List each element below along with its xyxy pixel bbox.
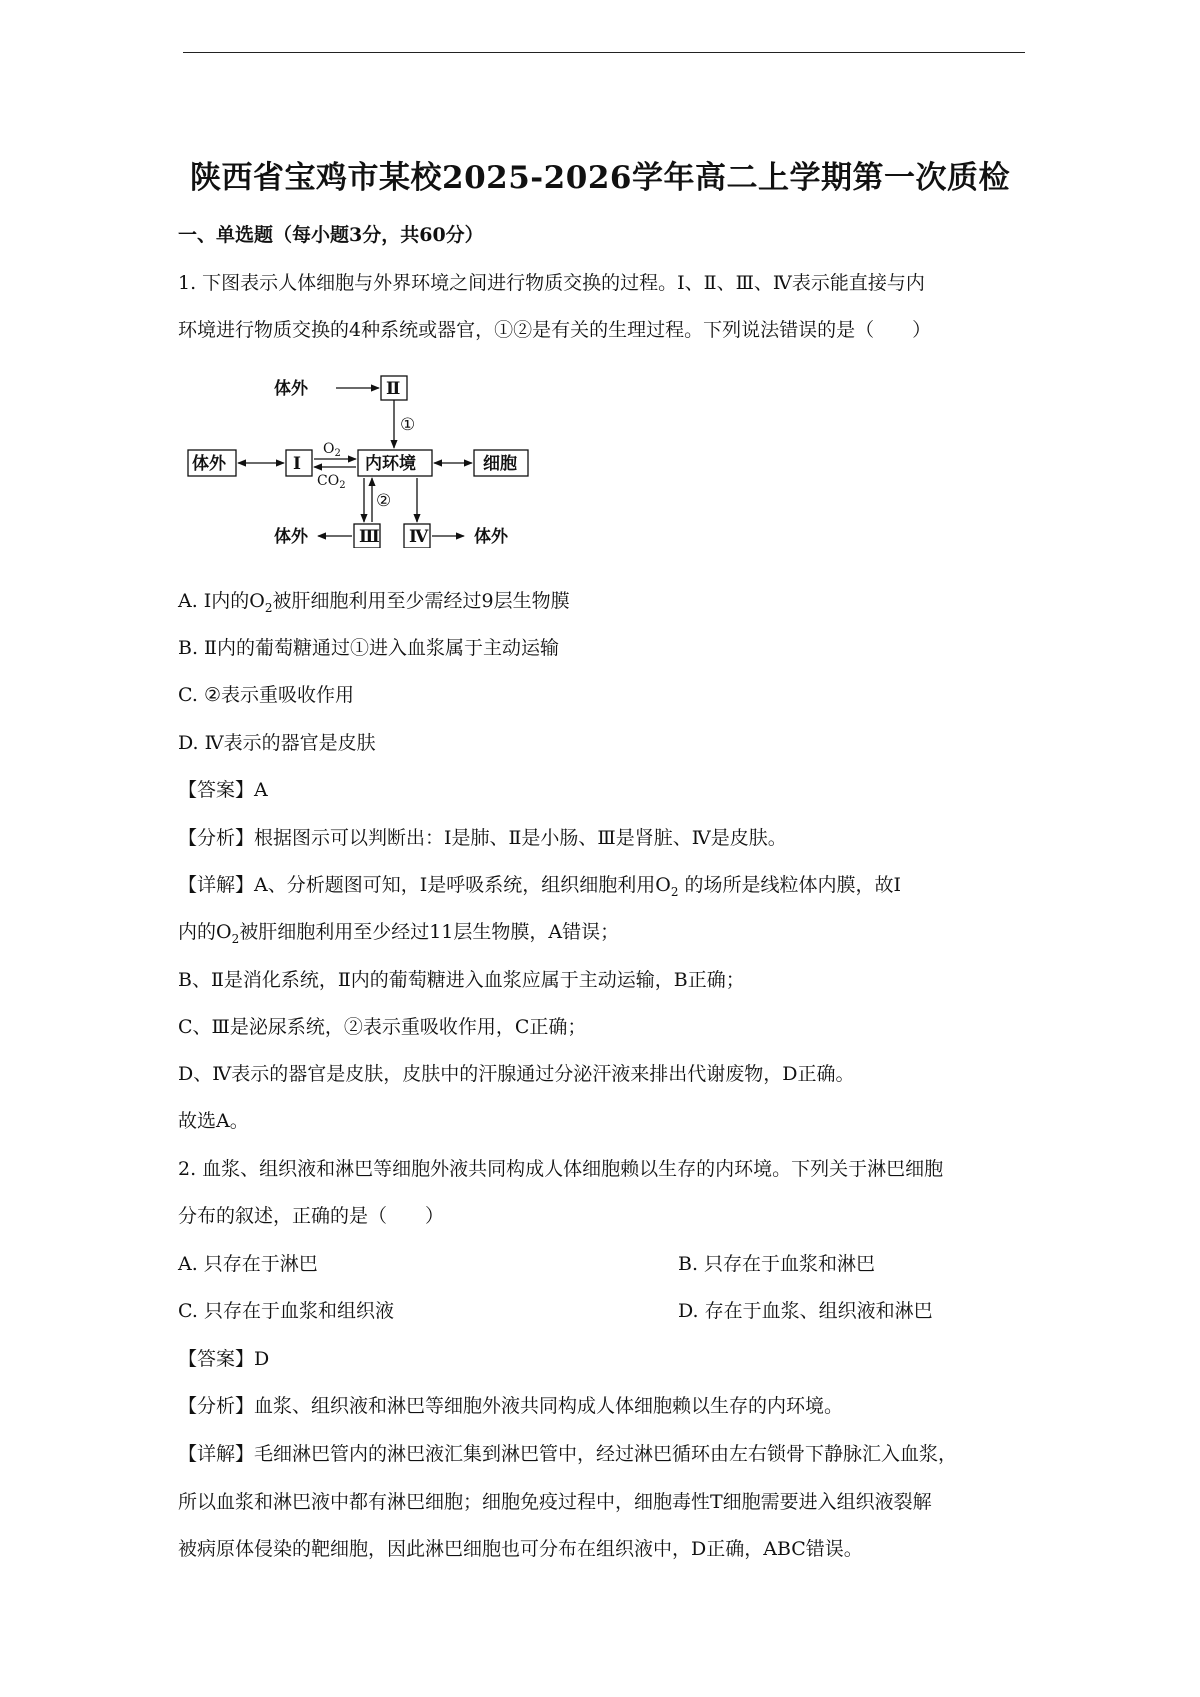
- label-IV: Ⅳ: [409, 527, 429, 547]
- label-outside-bottom-left: 体外: [274, 527, 308, 547]
- q1-option-b: B. Ⅱ内的葡萄糖通过①进入血浆属于主动运输: [178, 637, 559, 659]
- page-title: 陕西省宝鸡市某校2025-2026学年高二上学期第一次质检: [190, 160, 1010, 196]
- label-internal-env: 内环境: [365, 454, 416, 474]
- q2-option-c: C. 只存在于血浆和组织液: [178, 1300, 394, 1322]
- q1-option-a: A. Ⅰ内的$O_2$被肝细胞利用至少需经过9层生物膜: [178, 590, 570, 615]
- q1-option-d: D. Ⅳ表示的器官是皮肤: [178, 732, 376, 754]
- q2-stem-line2: 分布的叙述，正确的是（ ）: [178, 1205, 445, 1227]
- q2-detail-line1: 【详解】毛细淋巴管内的淋巴液汇集到淋巴管中，经过淋巴循环由左右锁骨下静脉汇入血浆，: [178, 1443, 958, 1465]
- q2-option-b: B. 只存在于血浆和淋巴: [678, 1253, 876, 1275]
- label-process2: ②: [376, 491, 392, 511]
- q1-conclusion: 故选A。: [178, 1110, 249, 1132]
- label-outside-top: 体外: [274, 379, 308, 399]
- q1-detail-line5: D、Ⅳ表示的器官是皮肤，皮肤中的汗腺通过分泌汗液来排出代谢废物，D正确。: [178, 1063, 855, 1085]
- header-rule: [183, 52, 1025, 53]
- label-I: Ⅰ: [293, 454, 301, 474]
- q1-detail-line1: 【详解】A、分析题图可知，Ⅰ是呼吸系统，组织细胞利用$O_2$ 的场所是线粒体内膜，故Ⅰ: [178, 874, 901, 899]
- q1-detail-line2: 内的$O_2$被肝细胞利用至少经过11层生物膜，A错误；: [178, 921, 620, 946]
- q2-stem-line1: 2. 血浆、组织液和淋巴等细胞外液共同构成人体细胞赖以生存的内环境。下列关于淋巴细胞: [178, 1158, 944, 1180]
- q2-analysis: 【分析】血浆、组织液和淋巴等细胞外液共同构成人体细胞赖以生存的内环境。: [178, 1395, 844, 1417]
- q2-answer: 【答案】D: [178, 1348, 270, 1370]
- q2-detail-line2: 所以血浆和淋巴液中都有淋巴细胞；细胞免疫过程中，细胞毒性T细胞需要进入组织液裂解: [178, 1491, 932, 1513]
- q1-detail-line3: B、Ⅱ是消化系统，Ⅱ内的葡萄糖进入血浆应属于主动运输，B正确；: [178, 969, 745, 991]
- q1-stem-line1: 1. 下图表示人体细胞与外界环境之间进行物质交换的过程。Ⅰ、Ⅱ、Ⅲ、Ⅳ表示能直接与内: [178, 272, 925, 294]
- q1-option-c: C. ②表示重吸收作用: [178, 684, 354, 706]
- q1-analysis: 【分析】根据图示可以判断出：Ⅰ是肺、Ⅱ是小肠、Ⅲ是肾脏、Ⅳ是皮肤。: [178, 827, 787, 849]
- label-co2: $CO_2$: [317, 473, 346, 491]
- q2-detail-line3: 被病原体侵染的靶细胞，因此淋巴细胞也可分布在组织液中，D正确，ABC错误。: [178, 1538, 863, 1560]
- q1-diagram: [178, 368, 538, 548]
- label-outside-left: 体外: [192, 454, 226, 474]
- label-outside-bottom-right: 体外: [474, 527, 508, 547]
- label-process1: ①: [400, 415, 416, 435]
- q2-option-d: D. 存在于血浆、组织液和淋巴: [678, 1300, 933, 1322]
- q1-stem-line2: 环境进行物质交换的4种系统或器官，①②是有关的生理过程。下列说法错误的是（ ）: [178, 319, 932, 341]
- label-II: Ⅱ: [386, 379, 401, 399]
- q1-answer: 【答案】A: [178, 779, 268, 801]
- q1-detail-line4: C、Ⅲ是泌尿系统，②表示重吸收作用，C正确；: [178, 1016, 587, 1038]
- section-heading: 一、单选题（每小题3分，共60分）: [178, 224, 484, 246]
- label-o2: $O_2$: [323, 441, 341, 459]
- label-cell: 细胞: [483, 454, 517, 474]
- q2-option-a: A. 只存在于淋巴: [178, 1253, 318, 1275]
- label-III: Ⅲ: [359, 527, 380, 547]
